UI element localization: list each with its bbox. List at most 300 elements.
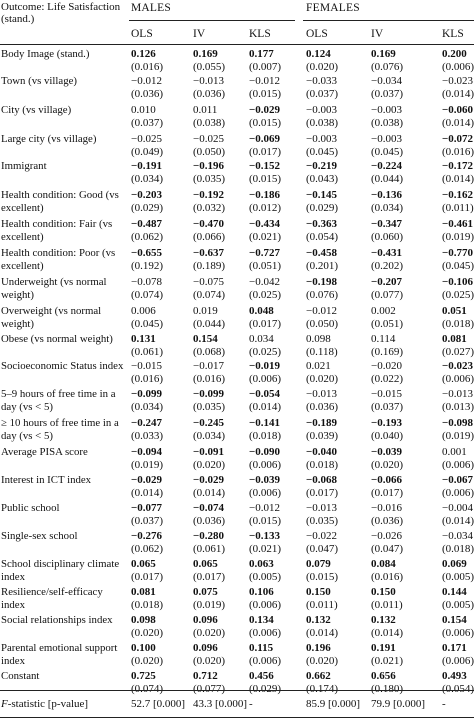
- table-cell: [193, 417, 225, 443]
- coefficient: 0.154: [193, 333, 218, 345]
- standard-error: (0.006): [249, 655, 282, 667]
- coefficient: −0.094: [131, 446, 163, 458]
- standard-error: (0.016): [131, 373, 164, 385]
- standard-error: (0.025): [249, 346, 282, 358]
- table-cell: [131, 670, 163, 696]
- table-row: [0, 218, 474, 244]
- standard-error: (0.047): [306, 543, 339, 555]
- coefficient: 0.725: [131, 670, 156, 682]
- table-row: [0, 48, 474, 74]
- table-cell: [442, 642, 474, 668]
- table-cell: [131, 417, 163, 443]
- standard-error: (0.045): [371, 146, 404, 158]
- standard-error: (0.021): [249, 231, 282, 243]
- table-cell: [249, 586, 281, 612]
- standard-error: (0.035): [306, 515, 339, 527]
- coefficient: −0.025: [131, 133, 162, 145]
- coefficient: 0.177: [249, 48, 274, 60]
- table-cell: [193, 305, 225, 331]
- coefficient: −0.033: [306, 75, 337, 87]
- table-cell: [131, 502, 163, 528]
- table-cell: [442, 189, 474, 215]
- coefficient: −0.207: [371, 276, 403, 288]
- row-label: Socioeconomic Status index: [1, 360, 124, 372]
- coefficient: 0.200: [442, 48, 467, 60]
- row-label: Large city (vs village): [1, 133, 97, 145]
- table-cell: [442, 558, 474, 584]
- standard-error: (0.036): [193, 88, 226, 100]
- table-cell: [442, 614, 474, 640]
- coefficient: −0.136: [371, 189, 403, 201]
- coefficient: 0.150: [371, 586, 396, 598]
- coefficient: −0.091: [193, 446, 225, 458]
- standard-error: (0.006): [442, 655, 474, 667]
- standard-error: (0.017): [249, 146, 282, 158]
- standard-error: (0.076): [371, 61, 404, 73]
- table-cell: [193, 333, 225, 359]
- table-cell: [249, 558, 281, 584]
- standard-error: (0.040): [371, 430, 404, 442]
- table-cell: [306, 104, 338, 130]
- coefficient: 0.126: [131, 48, 156, 60]
- table-cell: [306, 360, 338, 386]
- table-cell: [371, 586, 403, 612]
- standard-error: (0.018): [249, 430, 282, 442]
- standard-error: (0.032): [193, 202, 226, 214]
- coefficient: −0.363: [306, 218, 338, 230]
- standard-error: (0.034): [131, 401, 164, 413]
- table-cell: [442, 360, 474, 386]
- coefficient: −0.013: [306, 502, 337, 514]
- standard-error: (0.014): [193, 487, 226, 499]
- standard-error: (0.062): [131, 543, 164, 555]
- coefficient: 0.096: [193, 614, 218, 626]
- table-cell: [306, 48, 338, 74]
- coefficient: −0.203: [131, 189, 163, 201]
- standard-error: (0.061): [131, 346, 164, 358]
- coefficient: −0.003: [371, 104, 402, 116]
- table-cell: [371, 388, 403, 414]
- standard-error: (0.020): [193, 459, 226, 471]
- table-cell: [371, 160, 403, 186]
- coefficient: −0.012: [131, 75, 162, 87]
- coefficient: 0.154: [442, 614, 467, 626]
- coefficient: −0.770: [442, 247, 474, 259]
- table-cell: [249, 333, 281, 359]
- table-row: [0, 642, 474, 668]
- table-cell: [131, 218, 163, 244]
- standard-error: (0.074): [131, 289, 164, 301]
- table-cell: [193, 48, 225, 74]
- standard-error: (0.011): [371, 599, 403, 611]
- coefficient: −0.434: [249, 218, 281, 230]
- table-cell: [193, 558, 225, 584]
- coefficient: −0.145: [306, 189, 338, 201]
- row-label: Health condition: Good (vs excellent): [1, 189, 119, 214]
- coefficient: −0.003: [306, 133, 337, 145]
- standard-error: (0.036): [193, 515, 226, 527]
- standard-error: (0.054): [442, 683, 474, 695]
- table-cell: [193, 446, 225, 472]
- standard-error: (0.015): [249, 173, 282, 185]
- table-cell: [371, 247, 403, 273]
- table-cell: [249, 417, 281, 443]
- group-rule-males: [129, 20, 295, 21]
- coefficient: 0.171: [442, 642, 467, 654]
- table-cell: [306, 333, 338, 359]
- standard-error: (0.006): [249, 627, 282, 639]
- table-cell: [249, 133, 281, 159]
- standard-error: (0.169): [371, 346, 404, 358]
- coefficient: −0.067: [442, 474, 474, 486]
- coefficient: 0.069: [442, 558, 467, 570]
- standard-error: (0.006): [249, 373, 282, 385]
- standard-error: (0.054): [306, 231, 339, 243]
- standard-error: (0.015): [249, 88, 282, 100]
- fstat-value: 85.9 [0.000]: [306, 698, 361, 710]
- standard-error: (0.014): [442, 88, 474, 100]
- row-label: City (vs village): [1, 104, 72, 116]
- table-cell: [442, 133, 474, 159]
- table-row: [0, 75, 474, 101]
- coefficient: 0.079: [306, 558, 331, 570]
- group-header-females: FEMALES: [306, 2, 360, 14]
- standard-error: (0.005): [442, 599, 474, 611]
- table-cell: [131, 558, 163, 584]
- table-cell: [131, 530, 163, 556]
- table-cell: [193, 247, 225, 273]
- column-header-iv-males: IV: [193, 28, 206, 40]
- coefficient: 0.456: [249, 670, 274, 682]
- table-cell: [306, 247, 338, 273]
- coefficient: −0.069: [249, 133, 281, 145]
- table-cell: [442, 276, 474, 302]
- table-cell: [371, 333, 403, 359]
- row-label: Single-sex school: [1, 530, 78, 542]
- standard-error: (0.011): [442, 202, 474, 214]
- standard-error: (0.017): [306, 487, 339, 499]
- table-cell: [371, 305, 403, 331]
- coefficient: 0.002: [371, 305, 396, 317]
- coefficient: −0.015: [131, 360, 162, 372]
- table-cell: [371, 614, 403, 640]
- table-cell: [306, 417, 338, 443]
- coefficient: −0.054: [249, 388, 281, 400]
- standard-error: (0.077): [371, 289, 404, 301]
- coefficient: 0.150: [306, 586, 331, 598]
- table-cell: [249, 189, 281, 215]
- coefficient: −0.162: [442, 189, 474, 201]
- standard-error: (0.037): [371, 401, 404, 413]
- table-cell: [249, 218, 281, 244]
- standard-error: (0.038): [306, 117, 339, 129]
- standard-error: (0.039): [306, 430, 339, 442]
- coefficient: −0.034: [442, 530, 473, 542]
- fstat-value: 52.7 [0.000]: [131, 698, 186, 710]
- standard-error: (0.043): [306, 173, 339, 185]
- standard-error: (0.060): [371, 231, 404, 243]
- table-cell: [131, 474, 163, 500]
- standard-error: (0.014): [249, 401, 282, 413]
- table-cell: [131, 305, 163, 331]
- coefficient: −0.191: [131, 160, 163, 172]
- table-row: [0, 614, 474, 640]
- standard-error: (0.006): [442, 487, 474, 499]
- standard-error: (0.019): [193, 599, 226, 611]
- row-label: Body Image (stand.): [1, 48, 90, 60]
- table-cell: [249, 48, 281, 74]
- table-cell: [249, 276, 281, 302]
- coefficient: 0.001: [442, 446, 467, 458]
- coefficient: −0.198: [306, 276, 338, 288]
- fstat-value: 43.3 [0.000]: [193, 698, 248, 710]
- coefficient: −0.019: [249, 360, 281, 372]
- table-cell: [442, 218, 474, 244]
- row-label: ≥ 10 hours of free time in a day (vs < 5): [1, 417, 119, 442]
- coefficient: −0.012: [249, 75, 280, 87]
- table-cell: [193, 642, 225, 668]
- standard-error: (0.066): [193, 231, 226, 243]
- table-cell: [249, 474, 281, 500]
- standard-error: (0.192): [131, 260, 164, 272]
- coefficient: 0.065: [193, 558, 218, 570]
- coefficient: −0.060: [442, 104, 474, 116]
- table-cell: [193, 218, 225, 244]
- standard-error: (0.014): [131, 487, 164, 499]
- standard-error: (0.068): [193, 346, 226, 358]
- coefficient: −0.133: [249, 530, 281, 542]
- standard-error: (0.045): [306, 146, 339, 158]
- table-cell: [249, 388, 281, 414]
- standard-error: (0.006): [442, 627, 474, 639]
- coefficient: −0.470: [193, 218, 225, 230]
- coefficient: −0.099: [131, 388, 163, 400]
- coefficient: −0.078: [131, 276, 162, 288]
- standard-error: (0.021): [249, 543, 282, 555]
- table-cell: [131, 642, 163, 668]
- table-row: [0, 446, 474, 472]
- table-cell: [193, 670, 225, 696]
- standard-error: (0.029): [131, 202, 164, 214]
- table-cell: [371, 558, 403, 584]
- coefficient: −0.040: [306, 446, 338, 458]
- standard-error: (0.016): [193, 373, 226, 385]
- table-cell: [371, 104, 403, 130]
- standard-error: (0.036): [131, 88, 164, 100]
- coefficient: −0.186: [249, 189, 281, 201]
- table-cell: [306, 586, 338, 612]
- table-cell: [249, 670, 281, 696]
- coefficient: −0.025: [193, 133, 224, 145]
- coefficient: 0.191: [371, 642, 396, 654]
- table-cell: [371, 474, 403, 500]
- coefficient: 0.065: [131, 558, 156, 570]
- coefficient: −0.431: [371, 247, 403, 259]
- coefficient: 0.662: [306, 670, 331, 682]
- standard-error: (0.036): [306, 401, 339, 413]
- table-cell: [249, 530, 281, 556]
- table-cell: [371, 642, 403, 668]
- table-cell: [371, 218, 403, 244]
- standard-error: (0.037): [371, 88, 404, 100]
- coefficient: −0.039: [371, 446, 403, 458]
- table-row: [0, 502, 474, 528]
- coefficient: 0.144: [442, 586, 467, 598]
- table-cell: [131, 104, 163, 130]
- table-cell: [193, 276, 225, 302]
- table-cell: [371, 446, 403, 472]
- table-cell: [371, 276, 403, 302]
- coefficient: −0.189: [306, 417, 338, 429]
- table-cell: [193, 360, 225, 386]
- coefficient: −0.196: [193, 160, 225, 172]
- standard-error: (0.006): [442, 61, 474, 73]
- coefficient: 0.132: [306, 614, 331, 626]
- standard-error: (0.020): [306, 655, 339, 667]
- standard-error: (0.044): [371, 173, 404, 185]
- table-cell: [442, 48, 474, 74]
- table-cell: [249, 360, 281, 386]
- standard-error: (0.020): [306, 61, 339, 73]
- coefficient: −0.727: [249, 247, 281, 259]
- fstat-value: -: [442, 698, 446, 710]
- coefficient: 0.712: [193, 670, 218, 682]
- standard-error: (0.020): [131, 627, 164, 639]
- coefficient: 0.098: [131, 614, 156, 626]
- table-row: [0, 360, 474, 386]
- outcome-label: Outcome: Life Satisfaction (stand.): [1, 1, 121, 25]
- coefficient: −0.347: [371, 218, 403, 230]
- standard-error: (0.016): [442, 146, 474, 158]
- standard-error: (0.050): [193, 146, 226, 158]
- coefficient: −0.461: [442, 218, 474, 230]
- group-rule-females: [303, 20, 474, 21]
- standard-error: (0.034): [371, 202, 404, 214]
- table-cell: [131, 133, 163, 159]
- table-cell: [371, 670, 403, 696]
- coefficient: 0.132: [371, 614, 396, 626]
- coefficient: 0.134: [249, 614, 274, 626]
- table-row: [0, 104, 474, 130]
- row-label: Social relationships index: [1, 614, 113, 626]
- coefficient: 0.656: [371, 670, 396, 682]
- row-label: Overweight (vs normal weight): [1, 305, 102, 330]
- coefficient: 0.096: [193, 642, 218, 654]
- coefficient: −0.029: [193, 474, 225, 486]
- standard-error: (0.012): [249, 202, 282, 214]
- table-row: [0, 558, 474, 584]
- row-label: Interest in ICT index: [1, 474, 92, 486]
- table-cell: [306, 160, 338, 186]
- coefficient: −0.172: [442, 160, 474, 172]
- standard-error: (0.055): [193, 61, 226, 73]
- table-cell: [193, 474, 225, 500]
- coefficient: −0.023: [442, 75, 473, 87]
- standard-error: (0.047): [371, 543, 404, 555]
- coefficient: −0.224: [371, 160, 403, 172]
- coefficient: 0.034: [249, 333, 274, 345]
- coefficient: −0.219: [306, 160, 338, 172]
- table-cell: [131, 333, 163, 359]
- coefficient: 0.081: [131, 586, 156, 598]
- table-cell: [442, 305, 474, 331]
- table-row: [0, 305, 474, 331]
- table-cell: [371, 502, 403, 528]
- standard-error: (0.011): [306, 599, 338, 611]
- standard-error: (0.017): [249, 318, 282, 330]
- table-row: [0, 530, 474, 556]
- standard-error: (0.051): [249, 260, 282, 272]
- standard-error: (0.016): [131, 61, 164, 73]
- table-row: [0, 586, 474, 612]
- standard-error: (0.037): [306, 88, 339, 100]
- standard-error: (0.006): [249, 487, 282, 499]
- coefficient: 0.011: [193, 104, 218, 116]
- standard-error: (0.019): [442, 231, 474, 243]
- standard-error: (0.022): [371, 373, 404, 385]
- standard-error: (0.015): [306, 571, 339, 583]
- bottom-rule: [0, 717, 474, 718]
- table-cell: [306, 446, 338, 472]
- table-cell: [193, 388, 225, 414]
- coefficient: 0.081: [442, 333, 467, 345]
- coefficient: 0.084: [371, 558, 396, 570]
- table-cell: [442, 586, 474, 612]
- row-label: Resilience/self-efficacy index: [1, 586, 103, 611]
- standard-error: (0.180): [371, 683, 404, 695]
- table-cell: [193, 160, 225, 186]
- table-cell: [131, 160, 163, 186]
- table-cell: [442, 670, 474, 696]
- table-cell: [249, 502, 281, 528]
- table-cell: [306, 133, 338, 159]
- coefficient: −0.034: [371, 75, 402, 87]
- fstat-rule: [0, 690, 474, 691]
- coefficient: −0.655: [131, 247, 163, 259]
- column-header-ols-females: OLS: [306, 28, 328, 40]
- coefficient: 0.124: [306, 48, 331, 60]
- standard-error: (0.021): [371, 655, 404, 667]
- fstat-row: [0, 698, 474, 714]
- standard-error: (0.019): [442, 430, 474, 442]
- standard-error: (0.061): [193, 543, 226, 555]
- table-cell: [442, 417, 474, 443]
- standard-error: (0.033): [131, 430, 164, 442]
- table-cell: [193, 189, 225, 215]
- table-cell: [193, 502, 225, 528]
- coefficient: −0.075: [193, 276, 224, 288]
- coefficient: −0.141: [249, 417, 281, 429]
- table-cell: [193, 586, 225, 612]
- standard-error: (0.014): [442, 117, 474, 129]
- table-cell: [131, 360, 163, 386]
- coefficient: −0.090: [249, 446, 281, 458]
- row-label: Public school: [1, 502, 60, 514]
- table-cell: [306, 530, 338, 556]
- coefficient: −0.039: [249, 474, 281, 486]
- table-cell: [131, 247, 163, 273]
- row-label: Underweight (vs normal weight): [1, 276, 107, 301]
- table-row: [0, 276, 474, 302]
- coefficient: −0.029: [131, 474, 163, 486]
- coefficient: 0.493: [442, 670, 467, 682]
- standard-error: (0.062): [131, 231, 164, 243]
- standard-error: (0.015): [249, 515, 282, 527]
- table-cell: [193, 104, 225, 130]
- table-cell: [193, 133, 225, 159]
- coefficient: −0.003: [306, 104, 337, 116]
- table-cell: [442, 502, 474, 528]
